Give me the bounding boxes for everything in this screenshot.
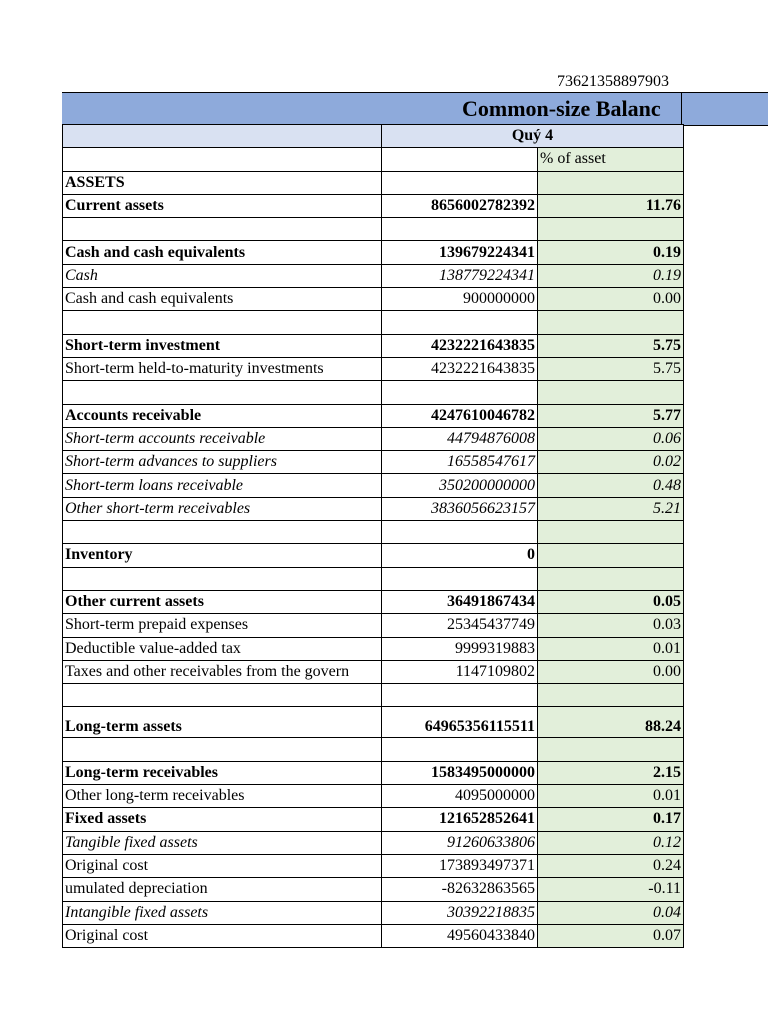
- row-pct-cell[interactable]: 0.00: [538, 660, 684, 683]
- table-row: [63, 241, 684, 264]
- row-label-cell[interactable]: Short-term prepaid expenses: [63, 614, 382, 637]
- table-row: [63, 637, 684, 660]
- row-label-cell[interactable]: Taxes and other receivables from the govern: [63, 660, 382, 683]
- row-label-cell[interactable]: Original cost: [63, 854, 382, 877]
- row-value-cell[interactable]: 121652852641: [382, 808, 538, 831]
- row-label-cell[interactable]: Long-term assets: [63, 707, 382, 738]
- row-pct-cell[interactable]: [538, 171, 684, 194]
- row-value-cell[interactable]: 138779224341: [382, 264, 538, 287]
- table-row: [63, 334, 684, 357]
- table-row: [63, 684, 684, 707]
- row-label-cell[interactable]: Other long-term receivables: [63, 785, 382, 808]
- row-pct-cell[interactable]: 0.01: [538, 785, 684, 808]
- row-label-cell[interactable]: Cash and cash equivalents: [63, 241, 382, 264]
- table-row: [63, 614, 684, 637]
- table-row: [63, 785, 684, 808]
- row-label-cell[interactable]: Short-term accounts receivable: [63, 427, 382, 450]
- row-pct-cell[interactable]: [538, 544, 684, 567]
- row-pct-cell[interactable]: 5.21: [538, 497, 684, 520]
- row-pct-cell[interactable]: 0.07: [538, 924, 684, 947]
- row-pct-cell[interactable]: 0.17: [538, 808, 684, 831]
- row-label-cell[interactable]: ASSETS: [63, 171, 382, 194]
- table-row: [63, 567, 684, 590]
- pct-header[interactable]: % of asset: [538, 148, 684, 171]
- row-label-cell[interactable]: [63, 521, 382, 544]
- row-label-cell[interactable]: Short-term investment: [63, 334, 382, 357]
- row-value-cell[interactable]: 173893497371: [382, 854, 538, 877]
- table-row: [63, 590, 684, 613]
- row-value-cell[interactable]: [382, 684, 538, 707]
- table-row: [63, 878, 684, 901]
- table-row: [63, 761, 684, 784]
- row-value-cell[interactable]: 91260633806: [382, 831, 538, 854]
- row-label-cell[interactable]: Inventory: [63, 544, 382, 567]
- row-pct-cell[interactable]: 11.76: [538, 194, 684, 217]
- table-row: [63, 171, 684, 194]
- row-value-cell[interactable]: [382, 311, 538, 334]
- row-pct-cell[interactable]: [538, 218, 684, 241]
- row-value-cell[interactable]: 44794876008: [382, 427, 538, 450]
- row-value-cell[interactable]: 8656002782392: [382, 194, 538, 217]
- row-value-cell[interactable]: 36491867434: [382, 590, 538, 613]
- row-label-cell[interactable]: [63, 311, 382, 334]
- row-label-cell[interactable]: Deductible value-added tax: [63, 637, 382, 660]
- row-label-cell[interactable]: Short-term held-to-maturity investments: [63, 357, 382, 380]
- header-row-pct: [63, 148, 684, 171]
- row-value-cell[interactable]: 4232221643835: [382, 357, 538, 380]
- row-pct-cell[interactable]: 0.24: [538, 854, 684, 877]
- row-value-cell[interactable]: 1583495000000: [382, 761, 538, 784]
- row-pct-cell[interactable]: 0.06: [538, 427, 684, 450]
- row-value-cell[interactable]: 1147109802: [382, 660, 538, 683]
- table-row: [63, 264, 684, 287]
- row-pct-cell[interactable]: 0.19: [538, 264, 684, 287]
- table-row: [63, 427, 684, 450]
- quarter-header[interactable]: Quý 4: [382, 125, 684, 148]
- table-row: [63, 404, 684, 427]
- row-pct-cell[interactable]: 0.01: [538, 637, 684, 660]
- row-pct-cell[interactable]: [538, 567, 684, 590]
- row-label-cell[interactable]: Other short-term receivables: [63, 497, 382, 520]
- table-row: [63, 357, 684, 380]
- row-label-cell[interactable]: [63, 684, 382, 707]
- row-label-cell[interactable]: umulated depreciation: [63, 878, 382, 901]
- table-row: [63, 218, 684, 241]
- row-value-cell[interactable]: 350200000000: [382, 474, 538, 497]
- title-bar: [62, 92, 768, 126]
- top-number: 73621358897903: [557, 73, 669, 90]
- row-pct-cell[interactable]: 5.75: [538, 334, 684, 357]
- row-pct-cell[interactable]: 2.15: [538, 761, 684, 784]
- table-row: [63, 808, 684, 831]
- row-value-cell[interactable]: 9999319883: [382, 637, 538, 660]
- table-row: [63, 901, 684, 924]
- table-row: [63, 831, 684, 854]
- row-label-cell[interactable]: Fixed assets: [63, 808, 382, 831]
- header-cell-blank[interactable]: [63, 148, 382, 171]
- row-pct-cell[interactable]: [538, 381, 684, 404]
- row-label-cell[interactable]: Short-term advances to suppliers: [63, 451, 382, 474]
- row-label-cell[interactable]: Cash: [63, 264, 382, 287]
- table-row: [63, 451, 684, 474]
- row-value-cell[interactable]: 16558547617: [382, 451, 538, 474]
- row-label-cell[interactable]: [63, 738, 382, 761]
- row-label-cell[interactable]: Original cost: [63, 924, 382, 947]
- row-pct-cell[interactable]: 0.48: [538, 474, 684, 497]
- row-pct-cell[interactable]: 0.03: [538, 614, 684, 637]
- sheet-title: Common-size Balanc: [462, 96, 661, 121]
- row-pct-cell[interactable]: 5.75: [538, 357, 684, 380]
- row-value-cell[interactable]: [382, 381, 538, 404]
- row-label-cell[interactable]: Cash and cash equivalents: [63, 288, 382, 311]
- table-row: [63, 497, 684, 520]
- row-label-cell[interactable]: Short-term loans receivable: [63, 474, 382, 497]
- row-value-cell[interactable]: [382, 218, 538, 241]
- row-value-cell[interactable]: 49560433840: [382, 924, 538, 947]
- table-row: [63, 924, 684, 947]
- table-row: [63, 194, 684, 217]
- row-value-cell[interactable]: [382, 738, 538, 761]
- row-label-cell[interactable]: Accounts receivable: [63, 404, 382, 427]
- row-value-cell[interactable]: 139679224341: [382, 241, 538, 264]
- row-value-cell[interactable]: 4247610046782: [382, 404, 538, 427]
- row-pct-cell[interactable]: 5.77: [538, 404, 684, 427]
- title-cell-border: [681, 93, 682, 125]
- row-value-cell[interactable]: [382, 567, 538, 590]
- row-value-cell[interactable]: 30392218835: [382, 901, 538, 924]
- table-row: [63, 660, 684, 683]
- row-label-cell[interactable]: Other current assets: [63, 590, 382, 613]
- row-value-cell[interactable]: 64965356115511: [382, 707, 538, 738]
- row-value-cell[interactable]: [382, 171, 538, 194]
- row-value-cell[interactable]: [382, 521, 538, 544]
- balance-sheet-table: [62, 124, 684, 948]
- table-row: [63, 707, 684, 738]
- row-pct-cell[interactable]: 0.05: [538, 590, 684, 613]
- table-row: [63, 311, 684, 334]
- row-pct-cell[interactable]: 88.24: [538, 707, 684, 738]
- row-pct-cell[interactable]: 0.00: [538, 288, 684, 311]
- table-row: [63, 544, 684, 567]
- row-pct-cell[interactable]: [538, 521, 684, 544]
- row-value-cell[interactable]: 0: [382, 544, 538, 567]
- table-row: [63, 474, 684, 497]
- row-pct-cell[interactable]: [538, 684, 684, 707]
- row-value-cell[interactable]: 4095000000: [382, 785, 538, 808]
- table-row: [63, 738, 684, 761]
- header-row-quarter: [63, 125, 684, 148]
- table-row: [63, 521, 684, 544]
- table-row: [63, 288, 684, 311]
- row-pct-cell[interactable]: -0.11: [538, 878, 684, 901]
- row-pct-cell[interactable]: [538, 311, 684, 334]
- row-label-cell[interactable]: Long-term receivables: [63, 761, 382, 784]
- row-value-cell[interactable]: 4232221643835: [382, 334, 538, 357]
- table-row: [63, 381, 684, 404]
- row-value-cell[interactable]: 3836056623157: [382, 497, 538, 520]
- row-pct-cell[interactable]: [538, 738, 684, 761]
- header-cell-value[interactable]: [382, 148, 538, 171]
- row-pct-cell[interactable]: 0.19: [538, 241, 684, 264]
- row-pct-cell[interactable]: 0.04: [538, 901, 684, 924]
- row-value-cell[interactable]: 900000000: [382, 288, 538, 311]
- row-label-cell[interactable]: Current assets: [63, 194, 382, 217]
- row-label-cell[interactable]: [63, 567, 382, 590]
- row-value-cell[interactable]: -82632863565: [382, 878, 538, 901]
- row-label-cell[interactable]: [63, 218, 382, 241]
- header-cell-label[interactable]: [63, 125, 382, 148]
- row-label-cell[interactable]: Intangible fixed assets: [63, 901, 382, 924]
- table-row: [63, 854, 684, 877]
- row-pct-cell[interactable]: 0.12: [538, 831, 684, 854]
- row-pct-cell[interactable]: 0.02: [538, 451, 684, 474]
- row-value-cell[interactable]: 25345437749: [382, 614, 538, 637]
- row-label-cell[interactable]: Tangible fixed assets: [63, 831, 382, 854]
- row-label-cell[interactable]: [63, 381, 382, 404]
